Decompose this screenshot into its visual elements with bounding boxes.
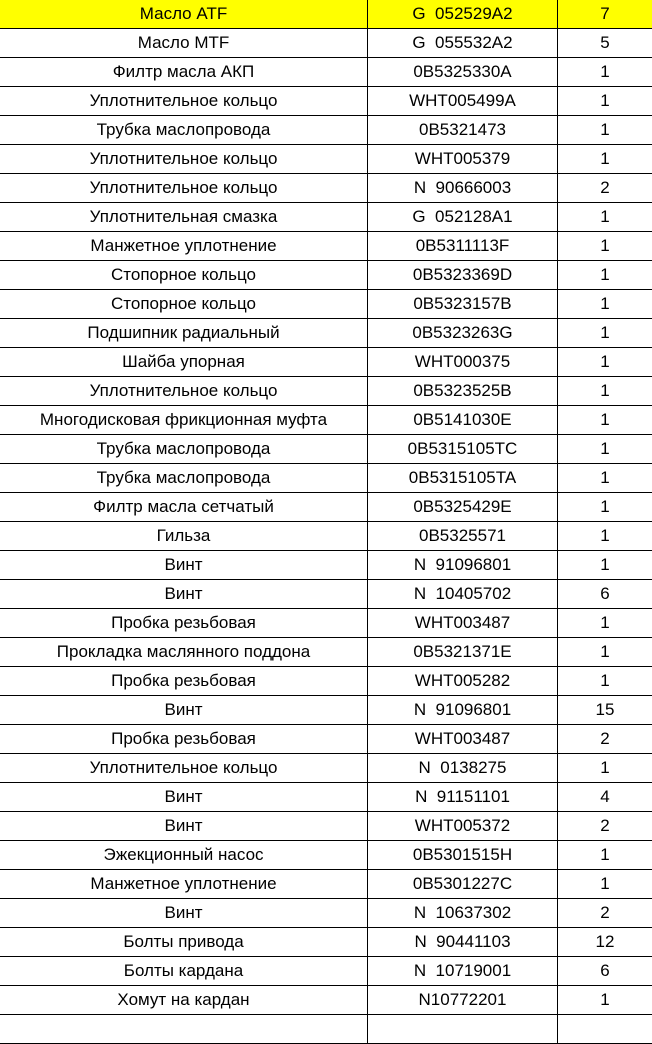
- table-row: [0, 261, 652, 290]
- part-name-cell: Стопорное кольцо: [0, 261, 368, 290]
- part-number-cell: 0B5323263G: [368, 319, 558, 348]
- part-name-cell: Винт: [0, 551, 368, 580]
- part-number-cell: 0B5301227C: [368, 870, 558, 899]
- part-number-cell: N 91151101: [368, 783, 558, 812]
- part-number-cell: WHT005282: [368, 667, 558, 696]
- quantity-cell: 2: [558, 812, 652, 841]
- part-name-cell: Болты кардана: [0, 957, 368, 986]
- part-name-cell: Трубка маслопровода: [0, 116, 368, 145]
- table-row: [0, 87, 652, 116]
- part-name-cell: Пробка резьбовая: [0, 667, 368, 696]
- part-number-cell: 0B5315105TC: [368, 435, 558, 464]
- quantity-cell: 2: [558, 899, 652, 928]
- part-number-cell: 0B5325429E: [368, 493, 558, 522]
- part-name-cell: Болты привода: [0, 928, 368, 957]
- quantity-cell: 1: [558, 667, 652, 696]
- part-number-cell: 0B5323157B: [368, 290, 558, 319]
- part-number-cell: WHT005372: [368, 812, 558, 841]
- table-row: [0, 696, 652, 725]
- part-number-cell: 0B5323525B: [368, 377, 558, 406]
- quantity-cell: 1: [558, 754, 652, 783]
- quantity-cell: 7: [558, 0, 652, 29]
- table-row: [0, 957, 652, 986]
- part-name-cell: Хомут на кардан: [0, 986, 368, 1015]
- table-row: [0, 1015, 652, 1044]
- part-number-cell: [368, 1015, 558, 1044]
- part-name-cell: Подшипник радиальный: [0, 319, 368, 348]
- quantity-cell: 1: [558, 435, 652, 464]
- table-row: [0, 116, 652, 145]
- part-name-cell: Масло ATF: [0, 0, 368, 29]
- table-row: [0, 580, 652, 609]
- part-number-cell: N10772201: [368, 986, 558, 1015]
- quantity-cell: 1: [558, 638, 652, 667]
- quantity-cell: 1: [558, 493, 652, 522]
- table-row: [0, 812, 652, 841]
- quantity-cell: 1: [558, 319, 652, 348]
- part-name-cell: Многодисковая фрикционная муфта: [0, 406, 368, 435]
- quantity-cell: 1: [558, 377, 652, 406]
- part-name-cell: Прокладка маслянного поддона: [0, 638, 368, 667]
- part-name-cell: Винт: [0, 899, 368, 928]
- part-number-cell: 0B5315105TA: [368, 464, 558, 493]
- quantity-cell: 4: [558, 783, 652, 812]
- part-number-cell: N 91096801: [368, 696, 558, 725]
- quantity-cell: 1: [558, 116, 652, 145]
- table-row: [0, 522, 652, 551]
- quantity-cell: 1: [558, 290, 652, 319]
- part-name-cell: Шайба упорная: [0, 348, 368, 377]
- part-name-cell: Манжетное уплотнение: [0, 870, 368, 899]
- table-row: [0, 406, 652, 435]
- quantity-cell: 1: [558, 87, 652, 116]
- quantity-cell: 5: [558, 29, 652, 58]
- quantity-cell: 1: [558, 406, 652, 435]
- part-name-cell: Уплотнительное кольцо: [0, 87, 368, 116]
- part-name-cell: Филтр масла АКП: [0, 58, 368, 87]
- quantity-cell: 1: [558, 522, 652, 551]
- table-row: [0, 667, 652, 696]
- part-name-cell: Манжетное уплотнение: [0, 232, 368, 261]
- quantity-cell: 1: [558, 232, 652, 261]
- quantity-cell: 1: [558, 261, 652, 290]
- table-row: [0, 232, 652, 261]
- part-number-cell: G 052128A1: [368, 203, 558, 232]
- part-number-cell: N 0138275: [368, 754, 558, 783]
- quantity-cell: 1: [558, 609, 652, 638]
- quantity-cell: 2: [558, 174, 652, 203]
- table-row: [0, 377, 652, 406]
- table-row: [0, 58, 652, 87]
- part-number-cell: WHT003487: [368, 609, 558, 638]
- table-row: [0, 435, 652, 464]
- part-number-cell: 0B5321473: [368, 116, 558, 145]
- quantity-cell: 12: [558, 928, 652, 957]
- table-row: [0, 0, 652, 29]
- table-row: [0, 290, 652, 319]
- table-row: [0, 870, 652, 899]
- quantity-cell: 1: [558, 58, 652, 87]
- part-name-cell: Винт: [0, 696, 368, 725]
- part-name-cell: Пробка резьбовая: [0, 609, 368, 638]
- part-name-cell: Гильза: [0, 522, 368, 551]
- part-number-cell: N 10405702: [368, 580, 558, 609]
- part-name-cell: Уплотнительное кольцо: [0, 174, 368, 203]
- table-row: [0, 145, 652, 174]
- table-row: [0, 899, 652, 928]
- table-row: [0, 928, 652, 957]
- part-number-cell: N 90441103: [368, 928, 558, 957]
- table-row: [0, 464, 652, 493]
- part-number-cell: G 052529A2: [368, 0, 558, 29]
- part-name-cell: Масло MTF: [0, 29, 368, 58]
- quantity-cell: 1: [558, 986, 652, 1015]
- part-name-cell: Уплотнительное кольцо: [0, 377, 368, 406]
- part-name-cell: Стопорное кольцо: [0, 290, 368, 319]
- quantity-cell: 6: [558, 957, 652, 986]
- quantity-cell: [558, 1015, 652, 1044]
- quantity-cell: 1: [558, 145, 652, 174]
- part-number-cell: N 10719001: [368, 957, 558, 986]
- table-row: [0, 203, 652, 232]
- part-name-cell: Пробка резьбовая: [0, 725, 368, 754]
- quantity-cell: 15: [558, 696, 652, 725]
- part-number-cell: WHT005379: [368, 145, 558, 174]
- quantity-cell: 1: [558, 348, 652, 377]
- quantity-cell: 1: [558, 551, 652, 580]
- part-number-cell: WHT003487: [368, 725, 558, 754]
- table-row: [0, 29, 652, 58]
- part-name-cell: Эжекционный насос: [0, 841, 368, 870]
- table-row: [0, 493, 652, 522]
- part-number-cell: 0B5141030E: [368, 406, 558, 435]
- part-number-cell: 0B5325330A: [368, 58, 558, 87]
- part-name-cell: Винт: [0, 783, 368, 812]
- quantity-cell: 2: [558, 725, 652, 754]
- table-row: [0, 348, 652, 377]
- quantity-cell: 1: [558, 203, 652, 232]
- part-name-cell: Трубка маслопровода: [0, 464, 368, 493]
- table-row: [0, 841, 652, 870]
- table-row: [0, 551, 652, 580]
- part-name-cell: Трубка маслопровода: [0, 435, 368, 464]
- part-name-cell: [0, 1015, 368, 1044]
- table-row: [0, 986, 652, 1015]
- part-number-cell: N 10637302: [368, 899, 558, 928]
- table-row: [0, 638, 652, 667]
- part-number-cell: WHT000375: [368, 348, 558, 377]
- part-name-cell: Филтр масла сетчатый: [0, 493, 368, 522]
- part-name-cell: Винт: [0, 812, 368, 841]
- part-name-cell: Уплотнительное кольцо: [0, 145, 368, 174]
- quantity-cell: 1: [558, 464, 652, 493]
- part-number-cell: N 90666003: [368, 174, 558, 203]
- quantity-cell: 6: [558, 580, 652, 609]
- part-number-cell: 0B5301515H: [368, 841, 558, 870]
- part-number-cell: G 055532A2: [368, 29, 558, 58]
- part-number-cell: 0B5311113F: [368, 232, 558, 261]
- part-name-cell: Уплотнительная смазка: [0, 203, 368, 232]
- part-number-cell: 0B5325571: [368, 522, 558, 551]
- part-name-cell: Винт: [0, 580, 368, 609]
- table-row: [0, 174, 652, 203]
- part-name-cell: Уплотнительное кольцо: [0, 754, 368, 783]
- quantity-cell: 1: [558, 870, 652, 899]
- table-row: [0, 754, 652, 783]
- table-row: [0, 319, 652, 348]
- table-row: [0, 609, 652, 638]
- table-row: [0, 783, 652, 812]
- part-number-cell: WHT005499A: [368, 87, 558, 116]
- quantity-cell: 1: [558, 841, 652, 870]
- table-row: [0, 725, 652, 754]
- part-number-cell: 0B5321371E: [368, 638, 558, 667]
- part-number-cell: 0B5323369D: [368, 261, 558, 290]
- part-number-cell: N 91096801: [368, 551, 558, 580]
